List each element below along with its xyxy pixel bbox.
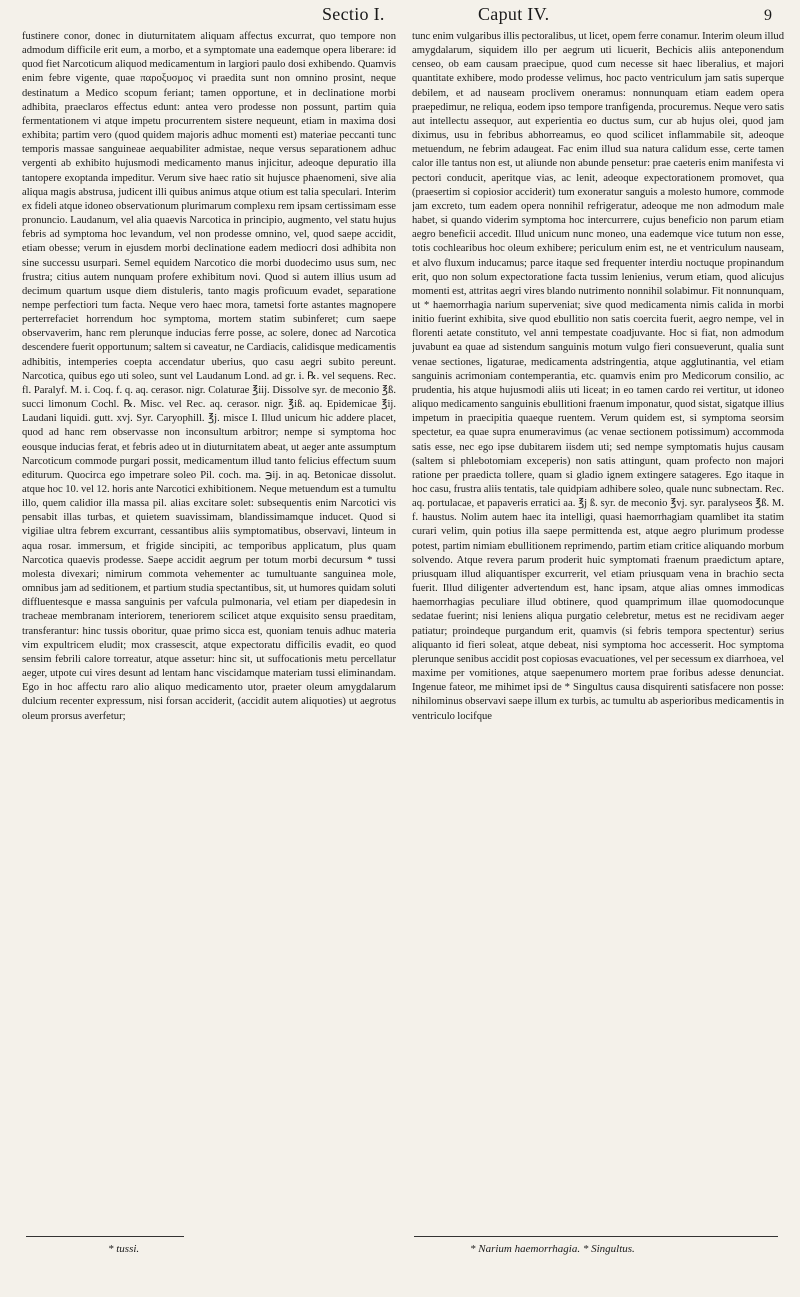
footnote-left: * tussi.: [108, 1243, 140, 1255]
section-title: Sectio I.: [322, 4, 385, 24]
footnote-divider-left: [26, 1236, 184, 1237]
left-text-column: [22, 30, 396, 1215]
footnote-divider-right: [414, 1236, 778, 1237]
page-number: 9: [764, 7, 772, 24]
chapter-title: Caput IV.: [478, 4, 550, 24]
right-column-text: tunc enim vulgaribus illis pectoralibus, ut licet, opem ferre conamur. Interim oleum illud amygdalarum, siquidem illo per aegrum uti licuerit, Bechicis aliis anteponendum censeo, ob eam causam praecipue, quod cum necesse sit haec liberalius, et majori quantitate exhibere, modo prodesse velimus, hoc pacto ventriculum jam satis superque debilem, et ad nauseam proclivem oneramus: nonnunquam etiam eadem opera praepedimur, ne reliqua, eodem ipso tempore tranfigenda, procuremus. Neque vero satis aut intellectu assequor, aut experientia eo ductus sum, cur ab hujus olei, quod jam diximus, usu in febribus abhorreamus, eo quod scilicet inflammabile sit, adeoque metuendum, ne febrim adaugeat. Fac enim illud sua natura calidum esse, certe tamen calor ille tantus non est, ut aliunde non abunde pensetur: prae caeteris enim manifesta vi pectori conducit, aperitque vias, ac lenit, adeoque expectorationem promovet, qua (praesertim si copiosior acciderit) tum exoneratur sanguis a molesto humore, commode jam excreto, tum eadem opera nonnihil refrigeratur, adeoque me non admodum male habet, si quando viderim symptoma hoc intercurrere, cujus beneficio non parum etiam aegro beneficii accedit. Illud unicum nunc moneo, una eademque vice tutum non esse, totis cochlearibus hoc oleum exhibere; periculum enim est, ne et ventriculum nauseam, et alvo fluxum inducamus; parce itaque sed frequenter interdiu noctuque propinandum erit, quo non solum expectoratione facta tussim lenienius, verum etiam, quod alicujus momenti est, attritas aegri vires blando nutrimento nonnihil solabimur. Fit nonnunquam, ut * haemorrhagia narium superveniat; sive quod medicamenta nimis calida in morbi initio fuerint exhibita, sive quod ebullitio non satis coercita fuerit, aegro nempe, vel in florenti aetate constituto, vel anni tempestate coadjuvante. Hoc si fiat, non admodum juvabunt ea quae ad sistendum sanguinis motum vulgo fieri consueverunt, qualia sunt venae sectiones, ligaturae, medicamenta adstringentia, atque agglutinantia, vel etiam sanguinis acrimoniam contemperantia, etc. quamvis enim pro Medicorum consilio, ac prudentia, his atque hujusmodi aliis uti liceat; in eo tamen cardo rei vertitur, ut idoneo aliquo medicamento sanguinis ebullitioni fraenum imponatur, quod sistat, sigatque illius impetum in praecipitia quaeque ruentem. Verum quidem est, si symptoma seorsim spectetur, ea quae supra enumeravimus (ac venae sectionem potissimum) accommoda satis esse, nec ego ipse dubitarem iisdem uti; sed nempe symptomatis hujus causam (saltem si phlebotomiam exceperis) non satis attingunt, quam profecto non majori ratione per praedicta tollere, quam si gladio ignem extingere satageres. Ego itaque in hoc casu, frustra aliis tentatis, tale quidpiam adhibere soleo, quale nunc subnectam. Rec. aq. portulacae, et papaveris erratici aa. ℥j ß. syr. de meconio ℥vj. syr. paralyseos ℥ß. M. f. haustus. Nolim autem haec ita intelligi, quasi haemorrhagiam quamlibet ita statim curari velim, quin potius illa saepe permittenda est, atque aegro plurimum prodesse potest, partim nimiam ebullitionem reprimendo, partim etiam critice aliquando morbum solvendo. Atque revera parum proderit huic symptomati fraenum praedictum aptare, priusquam illud aliquantisper excurrerit, vel etiam priusquam vena in brachio secta fuerit. Illud diligenter advertendum est, hanc ipsam, atque alias omnes immodicas haemorrhagias peculiare illud obtinere, quod quamprimum illae quomodocunque sedatae fuerint; nisi leniens aliqua purgatio celebretur, metus est ne recidivam aeger patiatur; proindeque purgandum erit, quamvis (si febris tempora spectentur) serius aliquanto id fieri soleat, atque debeat, nisi symptoma hoc accesserit. Hoc symptoma plerunque senibus accidit post copiosas evacuationes, vel per secessum ex diarrhoea, vel maxime per vomitiones, atque saepenumero mortem prae foribus adesse denunciat. Ingenue fateor, me mihimet ipsi de * Singultus causa disquirenti satisfacere non posse: nihilominus observavi saepe illum ex turbis, ac tumultu ab asperioribus medicamentis in ventriculo locifque: [412, 31, 784, 722]
right-text-column: [412, 30, 784, 1215]
left-column-text: fustinere conor, donec in diuturnitatem aliquam affectus excurrat, quo tempore non admodum difficile erit eum, a morbo, et a symptomate una eademque opera liberare: id quod fiet Narcoticum aliquod medicamentum in largiori paulo dosi exhibendo. Quamvis enim febre vigente, quae παροξυσμος vi praedita sunt non omnino prosint, neque destinatum a Medico scopum feriant; tamen opportune, et in declinatione morbi adhibita, praeclaros effectus edunt: antea vero prodesse non possunt, partim quia fermentationem vi atque impetu procurrentem sistere nequeunt, etiam in maxima dosi exhibita; partim vero (quod quidem majoris adhuc momenti est) materiae peccanti tunc temporis massae sanguineae aequabiliter admistae, neque versus separationem adhuc vergenti ab exhibito hujusmodi medicamento manus injicitur, adeoque depuratio illa tantopere exoptanda impeditur. Verum sive haec ratio sit hujusce phaenomeni, sive alia aliqua magis abstrusa, judicent illi quibus animus atque otium est talia speculari. Interim ex fideli atque idoneo observationum plurimarum complexu rem ipsam certissimam esse pronuncio. Laudanum, vel alia quaevis Narcotica in principio, augmento, vel statu hujus febris ad symptoma hoc levandum, vel non prodesse omnino, vel, quod saepe accidit, etiam obesse; verum in ejusdem morbi declinatione eadem mediocri dosi adhibita non sine successu usurpari. Semel equidem Narcotico die morbi duodecimo usus sum, nec frustra; citius autem nunquam profere exhibitum novi. Quod si autem illius usum ad decimum quartum usque diem distuleris, tanto magis proficuum evadet, separatione nempe perfectiori tum facta. Neque vero haec mora, tametsi forte astantes magnopere perterrefaciet horrendum hoc symptoma, mortem statim subinferet; cum saepe observaverim, hanc rem plerunque inducias ferre posse, ac solere, donec ad Narcotica descendere fuerit opportunum; saltem si caveatur, ne Cardiacis, calidisque medicamentis adhibitis, intemperies coepta accendatur uberius, quo casu aegri subito pereunt. Narcotica, quibus ego uti soleo, sunt vel Laudanum Lond. ad gr. i. ℞. vel sequens. Rec. fl. Paralyf. M. i. Coq. f. q. aq. cerasor. nigr. Colaturae ℥iij. Dissolve syr. de meconio ℥ß. succi limonum Cochl. ℞. Misc. vel Rec. aq. cerasor. nigr. ℥iß. aq. Epidemicae ℥ij. Laudani liquidi. gutt. xvj. Syr. Caryophill. ℥j. misce I. Illud unicum hic addere placet, quod ad hanc rem observasse non inconsultum arbitror; nempe si symptoma hoc eousque inducias ferat, et febris adeo ut in diuturnitatem abeat, ut aeger ante assumptum Narcoticum commode purgari possit, medicamentum illud tanto felicius effectum suum editurum. Quocirca ego impetrare soleo Pil. coch. ma. ℈ij. in aq. Betonicae dissolut. atque hoc 10. vel 12. horis ante Narcotici exhibitionem. Neque metuendum est a tumultu illo, quem calidior illa massa pil. alias excitare solet: subsequentis enim Narcotici vis pensabit illas turbas, et quietem suavissimam, blandissimamque inducet. Quod si vigiliae ultra febrem excurrant, cessantibus aliis symptomatibus, observavi, linteum in aqua rosar. immersum, et frigide sincipiti, ac temporibus applicatum, plus quam Narcotica quaevis prodesse. Saepe accidit aegrum per totum morbi decursum * tussi molesta divexari; nimirum commota vehementer ac tumultuante sanguinea mole, omnibus jam ad seditionem, et partium studia spectantibus, sit, ut humores quidam soluti diffluentesque e massa sanguinis per vafcula pulmonaria, vel etiam per diapedesin in tracheae membranam interiorem, teneriorem scilicet atque exquisito sensu praeditam, transferantur: hinc tussis oboritur, quae primo sicca est, quoniam tenuis adhuc materia vim expultricem eludit; mox crassescit, atque expectoratu difficilis evadit, eo quod sensim febrili calore torreatur, atque assetur: hinc sit, ut suffocationis metu percellatur aeger, utpote cui vires desunt ad lentam hanc viscidamque materiam tussi eliminandam. Ego in hoc affectu raro alio aliquo medicamento utor, praeter oleum amygdalarum dulcium recenter expressum, nisi forsan acciderit, (accidit autem aliquoties) ut aegrotus oleum prorsus averfetur;: [22, 31, 396, 722]
running-header: [0, 4, 800, 28]
footnote-right: * Narium haemorrhagia. * Singultus.: [470, 1243, 635, 1255]
